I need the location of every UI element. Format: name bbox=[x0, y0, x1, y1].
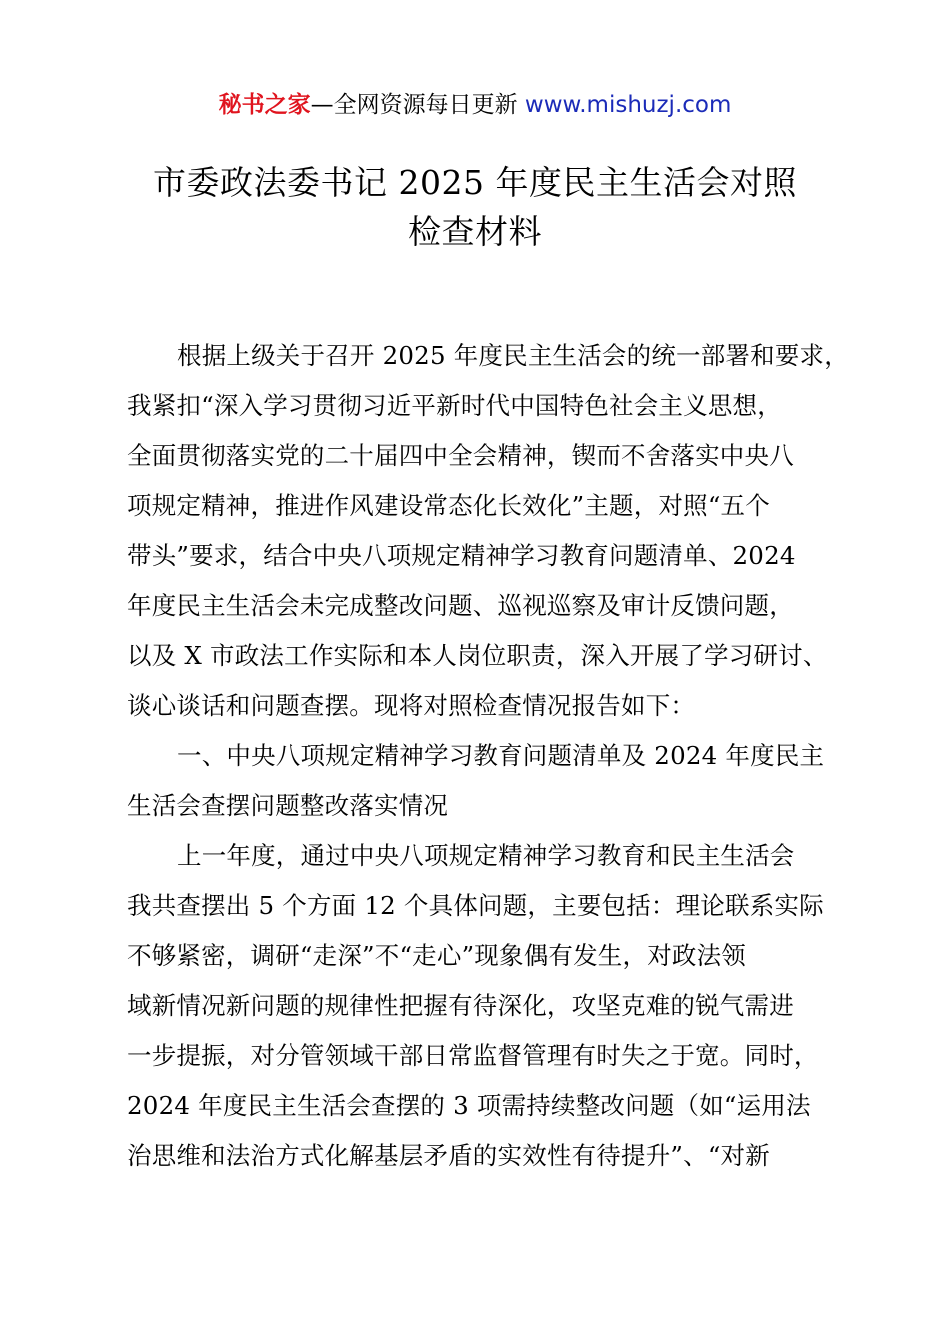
document-title bbox=[100, 158, 850, 256]
header-slogan: —全网资源每日更新 bbox=[310, 92, 525, 118]
title-line-1: 市委政法委书记 2025 年度民主生活会对照 bbox=[153, 163, 797, 202]
body-line: 一步提振，对分管领域干部日常监督管理有时失之于宽。同时， bbox=[127, 1041, 819, 1070]
body-line: 上一年度，通过中央八项规定精神学习教育和民主生活会 bbox=[177, 841, 795, 870]
body-line: 域新情况新问题的规律性把握有待深化，攻坚克难的锐气需进 bbox=[127, 991, 794, 1020]
body-line: 根据上级关于召开 2025 年度民主生活会的统一部署和要求， bbox=[177, 341, 849, 370]
section-heading-line: 生活会查摆问题整改落实情况 bbox=[127, 791, 449, 820]
body-line: 谈心谈话和问题查摆。现将对照检查情况报告如下： bbox=[127, 691, 696, 720]
header-url-link[interactable]: www.mishuzj.com bbox=[524, 92, 732, 118]
body-line: 2024 年度民主生活会查摆的 3 项需持续整改问题（如“运用法 bbox=[127, 1091, 811, 1120]
site-header bbox=[0, 88, 950, 122]
document-body bbox=[127, 331, 849, 1181]
body-line: 项规定精神，推进作风建设常态化长效化”主题，对照“五个 bbox=[127, 491, 770, 520]
body-line: 治思维和法治方式化解基层矛盾的实效性有待提升”、“对新 bbox=[127, 1141, 770, 1170]
body-line: 我共查摆出 5 个方面 12 个具体问题，主要包括：理论联系实际 bbox=[127, 891, 824, 920]
section-heading-line: 一、中央八项规定精神学习教育问题清单及 2024 年度民主 bbox=[177, 741, 825, 770]
header-brand: 秘书之家 bbox=[218, 92, 311, 118]
body-line: 以及 X 市政法工作实际和本人岗位职责，深入开展了学习研讨、 bbox=[127, 641, 828, 670]
body-line: 带头”要求，结合中央八项规定精神学习教育问题清单、2024 bbox=[127, 541, 796, 570]
body-line: 全面贯彻落实党的二十届四中全会精神，锲而不舍落实中央八 bbox=[127, 441, 794, 470]
body-line: 不够紧密，调研“走深”不“走心”现象偶有发生，对政法领 bbox=[127, 941, 746, 970]
body-line: 我紧扣“深入学习贯彻习近平新时代中国特色社会主义思想， bbox=[127, 391, 782, 420]
body-line: 年度民主生活会未完成整改问题、巡视巡察及审计反馈问题， bbox=[127, 591, 794, 620]
title-line-2: 检查材料 bbox=[408, 212, 542, 251]
